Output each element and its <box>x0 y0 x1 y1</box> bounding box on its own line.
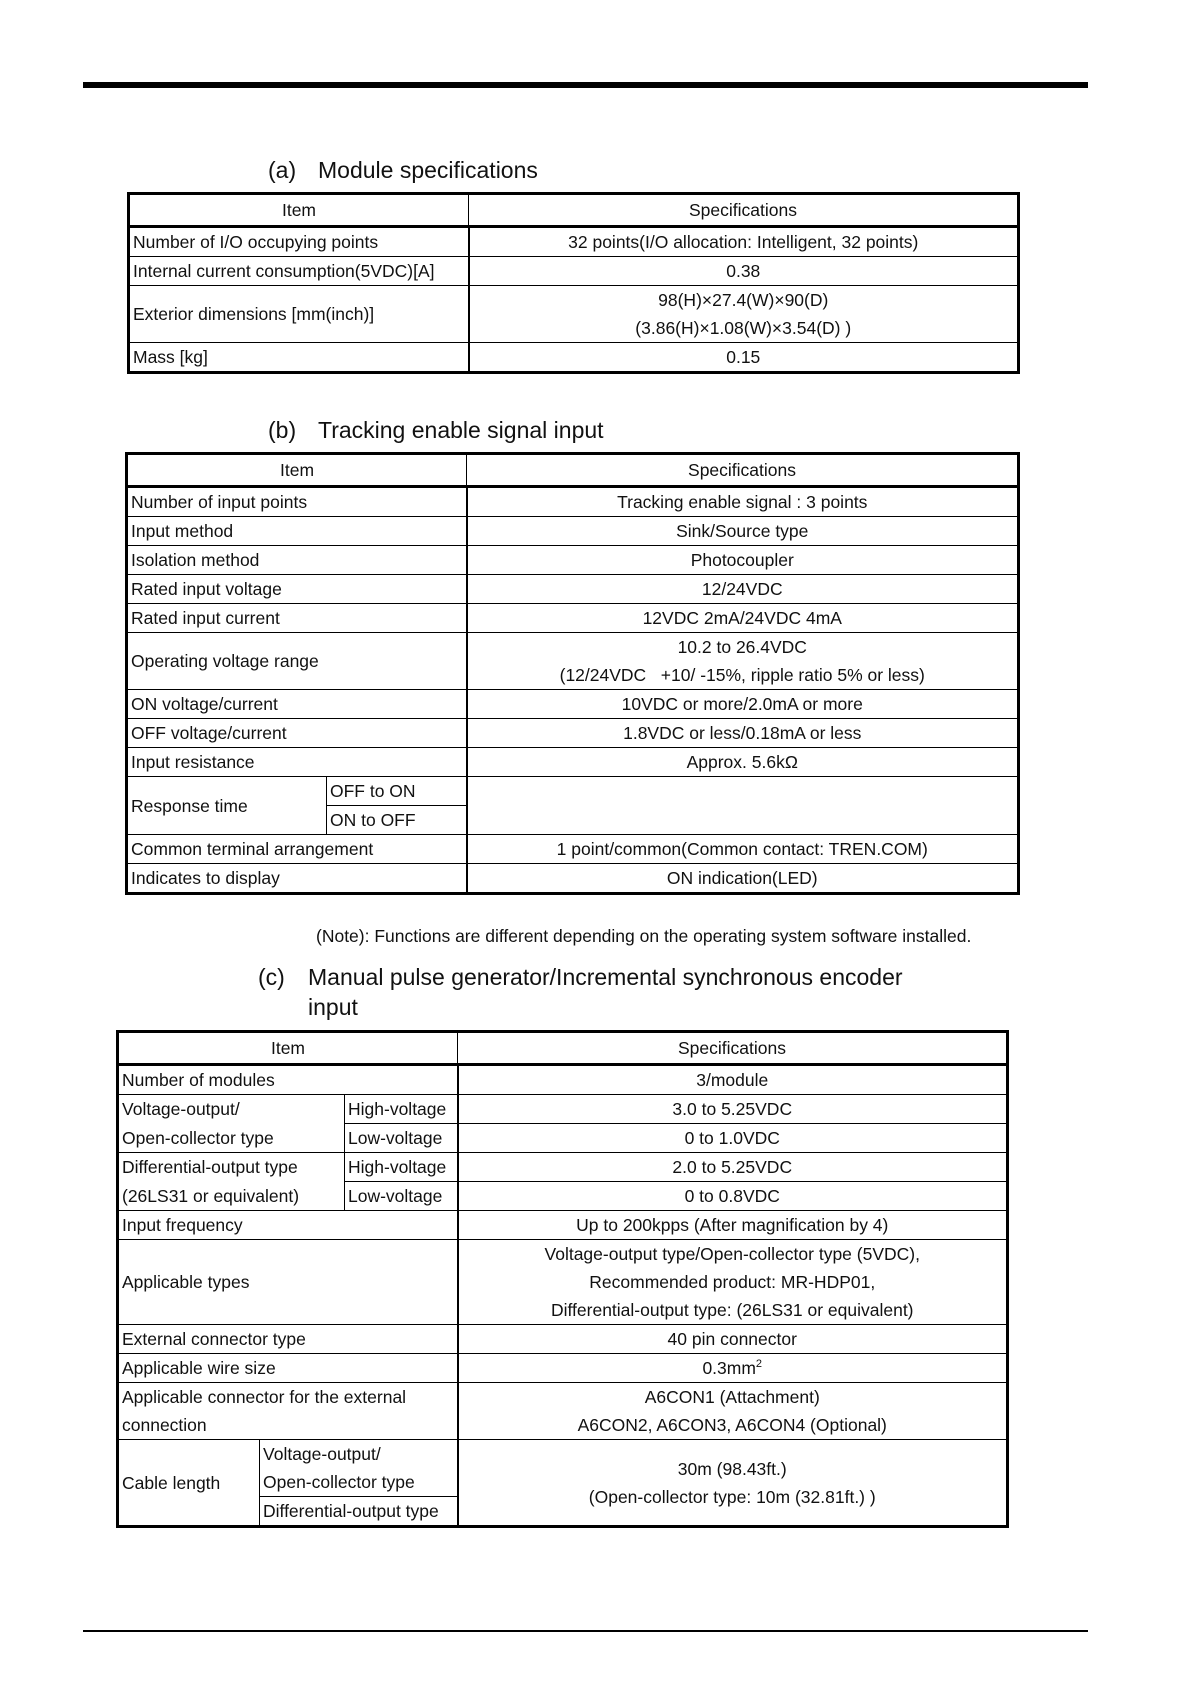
row-spec: 3.0 to 5.25VDC <box>458 1095 1008 1124</box>
row-spec: 3/module <box>458 1065 1008 1095</box>
table-row <box>129 227 1019 257</box>
row-spec <box>458 1383 1008 1440</box>
table-row <box>118 1240 1008 1325</box>
row-item: Differential-output type <box>118 1153 345 1182</box>
table-row <box>118 1095 1008 1124</box>
row-item: Isolation method <box>127 546 467 575</box>
row-item: Input method <box>127 517 467 546</box>
table-header-row <box>118 1032 1008 1065</box>
table-row <box>127 777 1019 806</box>
row-item: Open-collector type <box>118 1124 345 1153</box>
row-item: Indicates to display <box>127 864 467 894</box>
row-item: Rated input voltage <box>127 575 467 604</box>
row-spec: 32 points(I/O allocation: Intelligent, 32 points) <box>469 227 1019 257</box>
header-item: Item <box>127 454 467 487</box>
row-subitem: ON to OFF <box>327 806 467 835</box>
row-spec: 2.0 to 5.25VDC <box>458 1153 1008 1182</box>
row-item: Input frequency <box>118 1211 458 1240</box>
row-subitem: High-voltage <box>345 1153 458 1182</box>
spec-line: (3.86(H)×1.08(W)×3.54(D) ) <box>635 318 852 338</box>
row-item: Rated input current <box>127 604 467 633</box>
row-item: OFF voltage/current <box>127 719 467 748</box>
tracking-signal-table <box>125 452 1020 895</box>
row-subitem: Differential-output type <box>260 1497 458 1527</box>
subitem-line: Voltage-output/ <box>263 1444 381 1464</box>
row-item: External connector type <box>118 1325 458 1354</box>
row-spec: Approx. 5.6kΩ <box>467 748 1019 777</box>
row-spec: 1 point/common(Common contact: TREN.COM) <box>467 835 1019 864</box>
row-spec: Tracking enable signal : 3 points <box>467 487 1019 517</box>
header-item: Item <box>118 1032 458 1065</box>
spec-line: 30m (98.43ft.) <box>677 1458 787 1479</box>
row-spec: 12VDC 2mA/24VDC 4mA <box>467 604 1019 633</box>
section-c-title-line2: input <box>308 994 358 1020</box>
row-item: Input resistance <box>127 748 467 777</box>
section-c-title-line1: Manual pulse generator/Incremental synchronous encoder <box>308 964 903 990</box>
table-row <box>118 1065 1008 1095</box>
table-row <box>127 517 1019 546</box>
section-c-label: (c) <box>258 964 285 990</box>
spec-line: Voltage-output type/Open-collector type (5VDC), <box>544 1244 920 1264</box>
wire-size-value: 0.3mm <box>702 1358 756 1378</box>
section-b-title: Tracking enable signal input <box>318 417 604 443</box>
bottom-rule <box>83 1630 1088 1632</box>
section-b-heading <box>268 415 604 445</box>
item-line: Applicable connector for the external <box>122 1387 407 1407</box>
table-row <box>129 343 1019 373</box>
table-row <box>129 257 1019 286</box>
row-item: Exterior dimensions [mm(inch)] <box>129 286 469 343</box>
row-subitem: Low-voltage <box>345 1182 458 1211</box>
row-spec: 0.15 <box>469 343 1019 373</box>
row-item: Response time <box>127 777 327 835</box>
row-item: Cable length <box>118 1440 260 1527</box>
row-spec: 1.8VDC or less/0.18mA or less <box>467 719 1019 748</box>
section-c-heading <box>258 962 1018 1022</box>
section-b-label: (b) <box>268 417 297 443</box>
row-spec: Sink/Source type <box>467 517 1019 546</box>
subitem-line: Open-collector type <box>263 1472 415 1492</box>
row-spec: 40 pin connector <box>458 1325 1008 1354</box>
row-spec: 0 to 1.0VDC <box>458 1124 1008 1153</box>
table-header-row <box>129 194 1019 227</box>
spec-line: Differential-output type: (26LS31 or equivalent) <box>550 1300 914 1320</box>
row-spec <box>458 1440 1008 1527</box>
row-item: Operating voltage range <box>127 633 467 690</box>
module-spec-table <box>127 192 1020 374</box>
item-line: connection <box>122 1415 207 1435</box>
row-item: Common terminal arrangement <box>127 835 467 864</box>
table-row <box>118 1153 1008 1182</box>
row-spec <box>458 1240 1008 1325</box>
header-spec: Specifications <box>469 194 1019 227</box>
table-row <box>118 1325 1008 1354</box>
table-row <box>118 1440 1008 1497</box>
row-item: Number of input points <box>127 487 467 517</box>
section-a-heading <box>268 155 538 185</box>
spec-line: 98(H)×27.4(W)×90(D) <box>658 290 829 310</box>
pulse-generator-table <box>116 1030 1009 1528</box>
row-item: Mass [kg] <box>129 343 469 373</box>
spec-line: Recommended product: MR-HDP01, <box>589 1272 876 1292</box>
table-row <box>127 690 1019 719</box>
header-spec: Specifications <box>458 1032 1008 1065</box>
spec-line: A6CON2, A6CON3, A6CON4 (Optional) <box>577 1415 887 1435</box>
row-spec <box>458 1354 1008 1383</box>
table-row <box>127 719 1019 748</box>
row-spec: 0 to 0.8VDC <box>458 1182 1008 1211</box>
row-item: Applicable types <box>118 1240 458 1325</box>
row-item: Number of I/O occupying points <box>129 227 469 257</box>
row-spec: Up to 200kpps (After magnification by 4) <box>458 1211 1008 1240</box>
table-header-row <box>127 454 1019 487</box>
top-rule <box>83 82 1088 88</box>
section-a-label: (a) <box>268 157 297 183</box>
table-row <box>127 835 1019 864</box>
row-spec: Photocoupler <box>467 546 1019 575</box>
table-row <box>127 633 1019 690</box>
spec-line: (Open-collector type: 10m (32.81ft.) ) <box>588 1486 876 1507</box>
table-row <box>127 575 1019 604</box>
row-subitem <box>260 1440 458 1497</box>
table-row <box>118 1211 1008 1240</box>
row-item: Applicable wire size <box>118 1354 458 1383</box>
table-row <box>129 286 1019 343</box>
spec-line: A6CON1 (Attachment) <box>644 1387 820 1407</box>
header-item: Item <box>129 194 469 227</box>
row-spec: ON indication(LED) <box>467 864 1019 894</box>
row-spec <box>467 633 1019 690</box>
row-item: (26LS31 or equivalent) <box>118 1182 345 1211</box>
header-spec: Specifications <box>467 454 1019 487</box>
table-row <box>127 604 1019 633</box>
table-row <box>118 1124 1008 1153</box>
spec-line: (12/24VDC +10/ -15%, ripple ratio 5% or less) <box>559 665 925 685</box>
row-spec-empty <box>467 777 1019 835</box>
row-item <box>118 1383 458 1440</box>
row-subitem: OFF to ON <box>327 777 467 806</box>
row-spec: 12/24VDC <box>467 575 1019 604</box>
row-spec: 0.38 <box>469 257 1019 286</box>
spec-line: 10.2 to 26.4VDC <box>677 637 807 657</box>
row-spec <box>469 286 1019 343</box>
section-b-note: (Note): Functions are different depending on the operating system software installed. <box>316 926 972 946</box>
row-spec: 10VDC or more/2.0mA or more <box>467 690 1019 719</box>
table-row <box>127 546 1019 575</box>
table-row <box>127 748 1019 777</box>
row-item: Internal current consumption(5VDC)[A] <box>129 257 469 286</box>
row-subitem: High-voltage <box>345 1095 458 1124</box>
table-row <box>127 864 1019 894</box>
table-row <box>118 1182 1008 1211</box>
row-item: Voltage-output/ <box>118 1095 345 1124</box>
section-a-title: Module specifications <box>318 157 538 183</box>
wire-size-superscript: 2 <box>755 1358 763 1371</box>
table-row <box>118 1383 1008 1440</box>
row-subitem: Low-voltage <box>345 1124 458 1153</box>
table-row <box>127 487 1019 517</box>
table-row <box>118 1354 1008 1383</box>
row-item: ON voltage/current <box>127 690 467 719</box>
row-item: Number of modules <box>118 1065 458 1095</box>
